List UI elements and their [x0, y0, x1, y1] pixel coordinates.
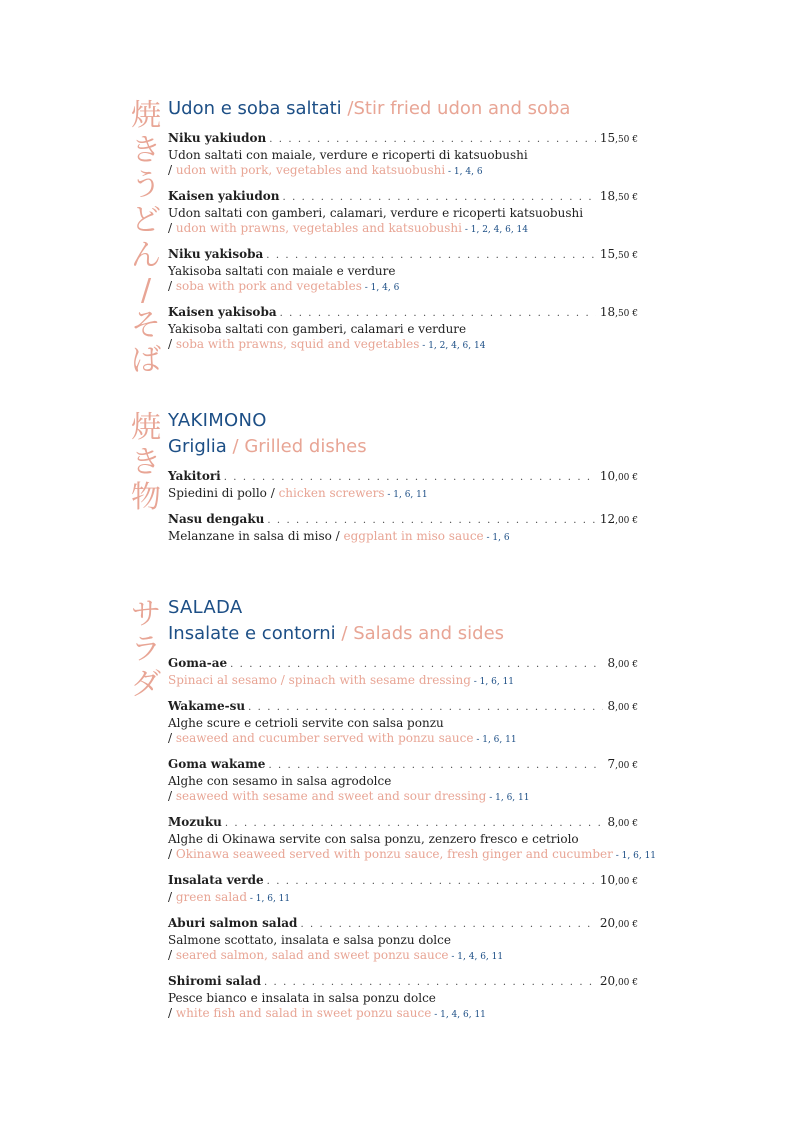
description-slash: /	[168, 337, 176, 351]
allergen-codes: - 1, 6, 11	[470, 677, 515, 687]
dish-description-english	[168, 789, 638, 806]
description-english: Spinaci al sesamo / spinach with sesame dressing	[168, 673, 471, 687]
price-whole: 8	[607, 699, 616, 713]
dish-price	[607, 656, 638, 673]
description-slash: /	[168, 847, 176, 861]
price-whole: 10	[599, 469, 616, 483]
dish-description-english	[168, 948, 638, 965]
description-english: soba with prawns, squid and vegetables	[175, 337, 420, 351]
kanji-column	[128, 410, 164, 515]
menu-item-list	[168, 656, 657, 1023]
price-whole: 15	[599, 131, 616, 145]
dish-description-english	[168, 1006, 638, 1023]
title-separator: /	[226, 436, 245, 457]
menu-item-head	[168, 469, 638, 486]
dish-name: Niku yakiudon	[168, 131, 267, 145]
menu-item	[168, 974, 638, 1023]
title-separator: /	[335, 623, 354, 644]
description-italian: Alghe con sesamo in salsa agrodolce	[168, 774, 392, 788]
menu-item	[168, 757, 638, 806]
price-decimal: ,00 €	[615, 473, 638, 483]
kanji-char: 焼	[131, 410, 161, 445]
price-decimal: ,50 €	[615, 309, 638, 319]
dot-leader	[230, 657, 603, 672]
dot-leader	[225, 816, 604, 831]
dish-name: Wakame-su	[168, 699, 246, 713]
dot-leader	[283, 190, 596, 205]
dish-name: Yakitori	[168, 469, 221, 483]
price-decimal: ,00 €	[615, 877, 638, 887]
kanji-char: ば	[131, 343, 161, 378]
allergen-codes: - 1, 2, 4, 6, 14	[419, 341, 486, 351]
kanji-char: き	[131, 445, 161, 480]
dish-price	[600, 131, 638, 148]
price-decimal: ,00 €	[615, 920, 638, 930]
price-whole: 8	[607, 656, 616, 670]
dish-name: Shiromi salad	[168, 974, 261, 988]
description-italian: Yakisoba saltati con gamberi, calamari e verdure	[168, 322, 467, 336]
price-whole: 20	[599, 974, 616, 988]
price-decimal: ,00 €	[615, 703, 638, 713]
price-decimal: ,00 €	[615, 516, 638, 526]
title-italian: Udon e soba saltati	[168, 98, 342, 119]
description-english: Okinawa seaweed served with ponzu sauce, fresh ginger and cucumber	[175, 847, 613, 861]
dish-price	[607, 757, 638, 774]
dish-description-english	[168, 731, 638, 748]
menu-item-head	[168, 757, 638, 774]
description-italian: Udon saltati con gamberi, calamari, verdure e ricoperti katsuobushi	[168, 206, 584, 220]
price-whole: 18	[599, 189, 616, 203]
menu-item	[168, 699, 638, 748]
menu-item	[168, 656, 638, 690]
title-english: Salads and sides	[353, 623, 505, 644]
section-heading: SALADA	[168, 597, 243, 618]
price-decimal: ,00 €	[615, 819, 638, 829]
description-english: chicken screwers	[278, 486, 385, 500]
dish-name: Niku yakisoba	[168, 247, 264, 261]
dot-leader	[266, 248, 596, 263]
dot-leader	[224, 470, 596, 485]
kanji-char: ダ	[131, 667, 161, 702]
dish-price	[600, 469, 638, 486]
price-decimal: ,50 €	[615, 135, 638, 145]
dish-name: Kaisen yakisoba	[168, 305, 277, 319]
menu-item-head	[168, 131, 638, 148]
menu-item	[168, 916, 638, 965]
kanji-char: ん	[131, 238, 161, 273]
menu-item-head	[168, 916, 638, 933]
price-whole: 10	[599, 873, 616, 887]
menu-item-head	[168, 815, 638, 832]
menu-item-list	[168, 469, 638, 546]
price-decimal: ,50 €	[615, 193, 638, 203]
price-whole: 18	[599, 305, 616, 319]
dish-description-english	[168, 847, 657, 864]
price-decimal: ,00 €	[615, 660, 638, 670]
dot-leader	[267, 513, 595, 528]
kanji-char: /	[140, 273, 152, 308]
description-italian: Alghe di Okinawa servite con salsa ponzu, zenzero fresco e cetriolo	[168, 832, 579, 846]
dish-description-english	[168, 163, 638, 180]
description-english: udon with prawns, vegetables and katsuobushi	[175, 221, 462, 235]
dot-leader	[268, 758, 603, 773]
title-english: Grilled dishes	[244, 436, 367, 457]
dish-price	[600, 512, 638, 529]
menu-item-head	[168, 873, 638, 890]
menu-item-head	[168, 247, 638, 264]
dot-leader	[269, 132, 596, 147]
menu-item-list	[168, 131, 638, 354]
section-title	[168, 434, 638, 460]
menu-item	[168, 512, 638, 546]
menu-item-head	[168, 189, 638, 206]
menu-item-head	[168, 974, 638, 991]
dish-description	[168, 486, 638, 503]
description-slash: /	[168, 163, 176, 177]
kanji-char: き	[131, 133, 161, 168]
dish-description-english	[168, 673, 638, 690]
price-decimal: ,50 €	[615, 251, 638, 261]
allergen-codes: - 1, 4, 6, 11	[448, 952, 504, 962]
section-title	[168, 96, 638, 122]
allergen-codes: - 1, 2, 4, 6, 14	[461, 225, 528, 235]
price-whole: 20	[599, 916, 616, 930]
description-italian: Pesce bianco e insalata in salsa ponzu dolce	[168, 991, 436, 1005]
dish-description-english	[168, 337, 638, 354]
dish-price	[600, 189, 638, 206]
dot-leader	[248, 700, 603, 715]
menu-item	[168, 247, 638, 296]
dish-description-english	[168, 221, 638, 238]
allergen-codes: - 1, 4, 6	[445, 167, 483, 177]
dish-price	[607, 699, 638, 716]
description-slash: /	[168, 221, 176, 235]
menu-item	[168, 305, 638, 354]
description-italian: Alghe scure e cetrioli servite con salsa ponzu	[168, 716, 444, 730]
dish-name: Goma wakame	[168, 757, 266, 771]
kanji-char: ラ	[131, 632, 161, 667]
title-italian: Griglia	[168, 436, 227, 457]
dot-leader	[300, 917, 595, 932]
allergen-codes: - 1, 6	[483, 533, 510, 543]
dish-name: Aburi salmon salad	[168, 916, 298, 930]
dish-price	[600, 305, 638, 322]
allergen-codes: - 1, 6, 11	[473, 735, 517, 745]
dish-name: Insalata verde	[168, 873, 264, 887]
title-separator: /	[341, 98, 354, 119]
price-whole: 7	[607, 757, 616, 771]
dish-description-english	[168, 890, 638, 907]
menu-item	[168, 815, 657, 864]
description-italian: Yakisoba saltati con maiale e verdure	[168, 264, 396, 278]
description-italian: Melanzane in salsa di miso /	[168, 529, 344, 543]
description-english: soba with pork and vegetables	[175, 279, 362, 293]
dish-name: Mozuku	[168, 815, 222, 829]
description-slash: /	[168, 890, 176, 904]
section-content	[168, 595, 657, 1023]
description-italian: Salmone scottato, insalata e salsa ponzu dolce	[168, 933, 451, 947]
menu-item	[168, 131, 638, 180]
description-slash: /	[168, 1006, 176, 1020]
description-italian: Udon saltati con maiale, verdure e ricoperti di katsuobushi	[168, 148, 528, 162]
allergen-codes: - 1, 4, 6	[361, 283, 400, 293]
dish-name: Goma-ae	[168, 656, 228, 670]
kanji-char: サ	[131, 597, 161, 632]
menu-item	[168, 873, 638, 907]
kanji-char: 焼	[131, 98, 161, 133]
description-english: eggplant in miso sauce	[343, 529, 484, 543]
kanji-char: 物	[131, 480, 161, 515]
description-english: udon with pork, vegetables and katsuobushi	[175, 163, 446, 177]
price-decimal: ,00 €	[615, 978, 638, 988]
dish-price	[600, 916, 638, 933]
description-italian: Spiedini di pollo /	[168, 486, 279, 500]
kanji-char: う	[131, 168, 161, 203]
section-title	[168, 621, 638, 647]
menu-item	[168, 469, 638, 503]
allergen-codes: - 1, 6, 11	[247, 894, 291, 904]
price-whole: 12	[599, 512, 616, 526]
dish-price	[600, 974, 638, 991]
description-slash: /	[168, 279, 176, 293]
allergen-codes: - 1, 6, 11	[612, 851, 657, 861]
dot-leader	[280, 306, 596, 321]
allergen-codes: - 1, 6, 11	[384, 490, 428, 500]
kanji-column	[128, 98, 164, 378]
menu-item-head	[168, 305, 638, 322]
dish-name: Nasu dengaku	[168, 512, 265, 526]
dish-price	[600, 873, 638, 890]
menu-item-head	[168, 512, 638, 529]
title-english: Stir fried udon and soba	[353, 98, 571, 119]
menu-item	[168, 189, 638, 238]
dish-price	[607, 815, 638, 832]
section-heading: YAKIMONO	[168, 410, 267, 431]
menu-item-head	[168, 656, 638, 673]
price-whole: 8	[607, 815, 616, 829]
section-content	[168, 96, 638, 354]
dish-description-english	[168, 279, 638, 296]
dish-name: Kaisen yakiudon	[168, 189, 280, 203]
price-decimal: ,00 €	[615, 761, 638, 771]
price-whole: 15	[599, 247, 616, 261]
description-english: green salad	[175, 890, 248, 904]
description-english: white fish and salad in sweet ponzu sauce	[175, 1006, 432, 1020]
description-english: seaweed and cucumber served with ponzu sauce	[175, 731, 474, 745]
dish-description	[168, 529, 638, 546]
allergen-codes: - 1, 6, 11	[486, 793, 530, 803]
kanji-char: ど	[131, 203, 161, 238]
dot-leader	[267, 874, 596, 889]
kanji-column	[128, 597, 164, 702]
description-english: seaweed with sesame and sweet and sour dressing	[175, 789, 487, 803]
description-english: seared salmon, salad and sweet ponzu sauce	[175, 948, 449, 962]
allergen-codes: - 1, 4, 6, 11	[431, 1010, 486, 1020]
section-content	[168, 408, 638, 546]
description-slash: /	[168, 948, 176, 962]
description-slash: /	[168, 789, 176, 803]
kanji-char: そ	[131, 308, 161, 343]
title-italian: Insalate e contorni	[168, 623, 336, 644]
menu-item-head	[168, 699, 638, 716]
description-slash: /	[168, 731, 176, 745]
dish-price	[600, 247, 638, 264]
dot-leader	[264, 975, 596, 990]
